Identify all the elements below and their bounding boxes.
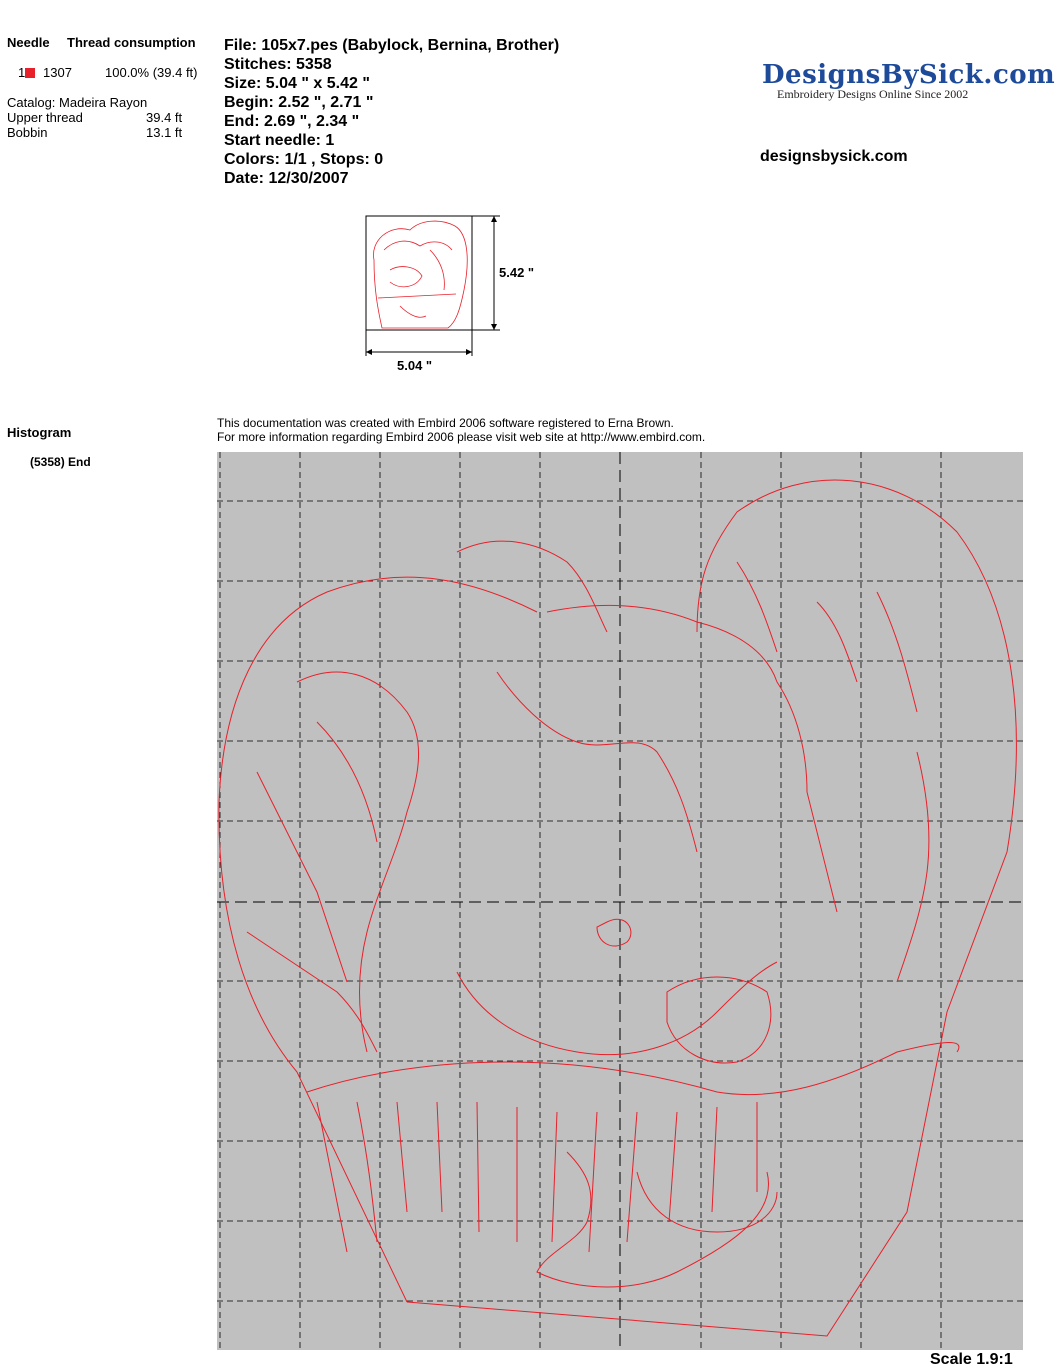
preview-frame <box>366 216 472 330</box>
scale-label: Scale 1.9:1 <box>930 1351 1013 1368</box>
bobbin-value: 13.1 ft <box>146 125 183 140</box>
histogram-count: (5358) <box>30 455 65 469</box>
start-needle: Start needle: 1 <box>224 132 335 149</box>
stitch-canvas <box>217 452 1023 1350</box>
software-note-1: This documentation was created with Embird 2006 software registered to Erna Brown. <box>217 416 674 430</box>
brand-tagline: Embroidery Designs Online Since 2002 <box>777 87 969 101</box>
needle-number: 1 <box>18 65 26 80</box>
design-preview <box>360 210 550 380</box>
software-note-2: For more information regarding Embird 2006 please visit web site at http://www.embird.com. <box>217 430 706 444</box>
design-size: Size: 5.04 " x 5.42 " <box>224 75 370 92</box>
center-lines <box>217 452 1023 1350</box>
height-dimension-label: 5.42 " <box>499 265 535 280</box>
thread-percent: 100.0% (39.4 ft) <box>105 65 198 80</box>
thread-code: 1307 <box>43 65 72 80</box>
thread-color-swatch <box>25 68 35 78</box>
upper-thread-value: 39.4 ft <box>146 110 183 125</box>
stitch-grid <box>217 452 1023 1350</box>
stitch-count: Stitches: 5358 <box>224 56 332 73</box>
design-date: Date: 12/30/2007 <box>224 170 349 187</box>
consumption-header: Thread consumption <box>67 35 196 50</box>
colors-stops: Colors: 1/1 , Stops: 0 <box>224 151 384 168</box>
width-dimension-label: 5.04 " <box>397 358 433 373</box>
histogram-label: End <box>68 455 91 469</box>
catalog-label: Catalog: Madeira Rayon <box>7 95 148 110</box>
embroidery-design <box>219 480 1016 1336</box>
end-point: End: 2.69 ", 2.34 " <box>224 113 360 130</box>
bobbin-label: Bobbin <box>7 125 48 140</box>
histogram-title: Histogram <box>7 425 72 440</box>
file-info <box>224 36 559 188</box>
brand-logo: DesignsBySick.com <box>762 60 1055 90</box>
brand-url: designsbysick.com <box>760 148 908 165</box>
thread-row <box>18 65 35 80</box>
upper-thread-label: Upper thread <box>7 110 83 125</box>
file-name: File: 105x7.pes (Babylock, Bernina, Brother) <box>224 37 560 54</box>
begin-point: Begin: 2.52 ", 2.71 " <box>224 94 374 111</box>
needle-header: Needle <box>7 35 50 50</box>
histogram-entry <box>30 455 91 469</box>
